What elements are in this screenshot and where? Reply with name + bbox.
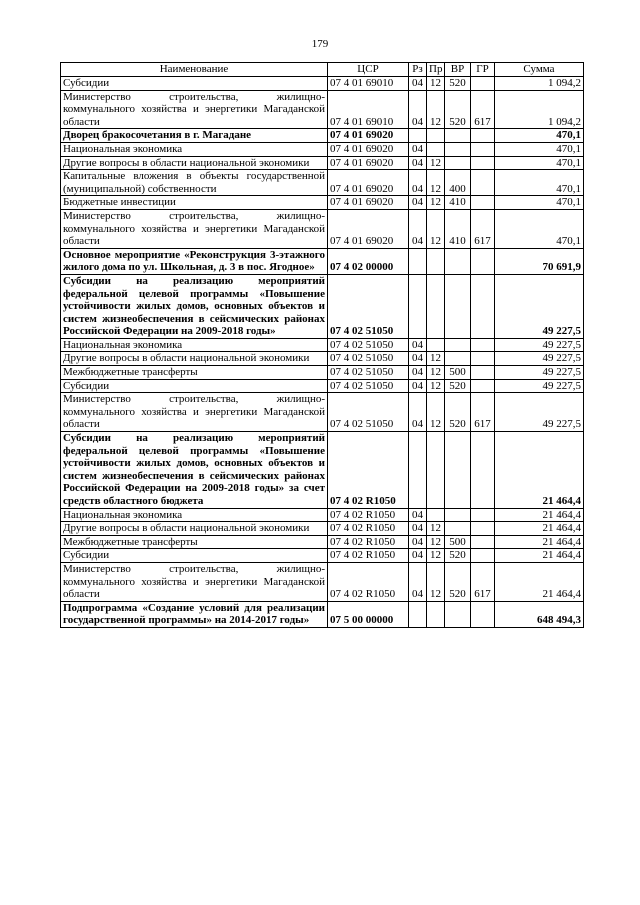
table-row xyxy=(61,90,584,129)
table-row xyxy=(61,248,584,274)
cell-name: Субсидии xyxy=(61,77,328,91)
table-row xyxy=(61,522,584,536)
table-row xyxy=(61,77,584,91)
cell-pr xyxy=(427,432,445,509)
cell-rz: 04 xyxy=(409,142,427,156)
cell-csr: 07 4 02 51050 xyxy=(328,274,409,338)
table-row xyxy=(61,196,584,210)
cell-csr: 07 4 02 R1050 xyxy=(328,549,409,563)
budget-table xyxy=(60,62,584,628)
cell-gr xyxy=(471,508,495,522)
cell-rz: 04 xyxy=(409,338,427,352)
cell-vr: 500 xyxy=(445,366,471,380)
cell-sum: 21 464,4 xyxy=(495,549,584,563)
cell-gr xyxy=(471,196,495,210)
cell-vr: 520 xyxy=(445,90,471,129)
table-row xyxy=(61,562,584,601)
cell-sum: 470,1 xyxy=(495,170,584,196)
cell-name: Капитальные вложения в объекты государственной (муниципальной) собственности xyxy=(61,170,328,196)
cell-csr: 07 4 02 51050 xyxy=(328,338,409,352)
cell-csr: 07 4 02 R1050 xyxy=(328,508,409,522)
cell-csr: 07 5 00 00000 xyxy=(328,601,409,627)
cell-sum: 49 227,5 xyxy=(495,338,584,352)
cell-gr xyxy=(471,549,495,563)
cell-vr xyxy=(445,274,471,338)
cell-gr xyxy=(471,432,495,509)
cell-pr xyxy=(427,274,445,338)
cell-rz: 04 xyxy=(409,535,427,549)
cell-vr xyxy=(445,601,471,627)
cell-pr xyxy=(427,601,445,627)
table-row xyxy=(61,432,584,509)
cell-vr xyxy=(445,248,471,274)
cell-sum: 21 464,4 xyxy=(495,432,584,509)
cell-sum: 21 464,4 xyxy=(495,535,584,549)
cell-pr: 12 xyxy=(427,393,445,432)
cell-rz: 04 xyxy=(409,379,427,393)
header-rz: Рз xyxy=(409,63,427,77)
cell-rz: 04 xyxy=(409,508,427,522)
cell-sum: 470,1 xyxy=(495,156,584,170)
cell-pr xyxy=(427,142,445,156)
cell-rz xyxy=(409,129,427,143)
cell-name: Другие вопросы в области национальной экономики xyxy=(61,352,328,366)
cell-rz: 04 xyxy=(409,549,427,563)
cell-sum: 70 691,9 xyxy=(495,248,584,274)
table-row xyxy=(61,209,584,248)
cell-pr: 12 xyxy=(427,562,445,601)
table-row xyxy=(61,274,584,338)
cell-vr xyxy=(445,352,471,366)
cell-pr: 12 xyxy=(427,366,445,380)
table-row xyxy=(61,366,584,380)
cell-name: Субсидии xyxy=(61,379,328,393)
cell-pr: 12 xyxy=(427,549,445,563)
cell-gr xyxy=(471,248,495,274)
cell-pr: 12 xyxy=(427,209,445,248)
table-row xyxy=(61,338,584,352)
cell-vr: 520 xyxy=(445,562,471,601)
header-sum: Сумма xyxy=(495,63,584,77)
table-row xyxy=(61,170,584,196)
cell-pr: 12 xyxy=(427,535,445,549)
cell-sum: 49 227,5 xyxy=(495,393,584,432)
cell-rz xyxy=(409,248,427,274)
cell-name: Межбюджетные трансферты xyxy=(61,366,328,380)
cell-sum: 1 094,2 xyxy=(495,77,584,91)
cell-csr: 07 4 02 00000 xyxy=(328,248,409,274)
cell-sum: 49 227,5 xyxy=(495,366,584,380)
cell-pr: 12 xyxy=(427,156,445,170)
cell-vr xyxy=(445,508,471,522)
cell-vr: 400 xyxy=(445,170,471,196)
cell-gr xyxy=(471,274,495,338)
cell-vr: 500 xyxy=(445,535,471,549)
page-number: 179 xyxy=(311,38,329,50)
header-gr: ГР xyxy=(471,63,495,77)
cell-gr: 617 xyxy=(471,209,495,248)
cell-name: Министерство строительства, жилищно-коммунального хозяйства и энергетики Магаданской области xyxy=(61,393,328,432)
cell-csr: 07 4 01 69010 xyxy=(328,90,409,129)
header-vr: ВР xyxy=(445,63,471,77)
cell-gr xyxy=(471,129,495,143)
cell-rz xyxy=(409,601,427,627)
cell-gr xyxy=(471,77,495,91)
header-name: Наименование xyxy=(61,63,328,77)
table-row xyxy=(61,508,584,522)
cell-gr xyxy=(471,352,495,366)
cell-pr xyxy=(427,338,445,352)
table-row xyxy=(61,129,584,143)
cell-vr: 520 xyxy=(445,379,471,393)
table-row xyxy=(61,549,584,563)
cell-csr: 07 4 01 69020 xyxy=(328,156,409,170)
cell-name: Другие вопросы в области национальной экономики xyxy=(61,156,328,170)
cell-rz: 04 xyxy=(409,77,427,91)
cell-sum: 1 094,2 xyxy=(495,90,584,129)
cell-sum: 21 464,4 xyxy=(495,522,584,536)
cell-csr: 07 4 01 69010 xyxy=(328,77,409,91)
cell-rz: 04 xyxy=(409,352,427,366)
table-row xyxy=(61,352,584,366)
table-row xyxy=(61,393,584,432)
cell-sum: 21 464,4 xyxy=(495,562,584,601)
table-row xyxy=(61,601,584,627)
cell-name: Субсидии xyxy=(61,549,328,563)
cell-csr: 07 4 02 51050 xyxy=(328,366,409,380)
cell-csr: 07 4 02 R1050 xyxy=(328,522,409,536)
cell-vr xyxy=(445,338,471,352)
cell-name: Национальная экономика xyxy=(61,142,328,156)
cell-name: Подпрограмма «Создание условий для реализации государственной программы» на 2014-2017 годы» xyxy=(61,601,328,627)
table-row xyxy=(61,156,584,170)
cell-csr: 07 4 01 69020 xyxy=(328,196,409,210)
cell-csr: 07 4 02 R1050 xyxy=(328,562,409,601)
cell-rz: 04 xyxy=(409,522,427,536)
cell-gr xyxy=(471,156,495,170)
cell-rz xyxy=(409,432,427,509)
table-row xyxy=(61,142,584,156)
cell-name: Национальная экономика xyxy=(61,338,328,352)
cell-rz: 04 xyxy=(409,209,427,248)
cell-vr: 520 xyxy=(445,393,471,432)
cell-gr xyxy=(471,601,495,627)
cell-vr xyxy=(445,129,471,143)
cell-pr: 12 xyxy=(427,379,445,393)
cell-pr: 12 xyxy=(427,352,445,366)
cell-gr xyxy=(471,522,495,536)
table-row xyxy=(61,379,584,393)
cell-gr: 617 xyxy=(471,393,495,432)
cell-rz xyxy=(409,274,427,338)
cell-gr xyxy=(471,170,495,196)
cell-pr xyxy=(427,508,445,522)
cell-pr xyxy=(427,248,445,274)
cell-vr: 520 xyxy=(445,549,471,563)
cell-rz: 04 xyxy=(409,196,427,210)
cell-name: Основное мероприятие «Реконструкция 3-этажного жилого дома по ул. Школьная, д. 3 в пос. Ягодное» xyxy=(61,248,328,274)
cell-sum: 21 464,4 xyxy=(495,508,584,522)
cell-gr xyxy=(471,535,495,549)
table-row xyxy=(61,535,584,549)
cell-csr: 07 4 01 69020 xyxy=(328,142,409,156)
header-csr: ЦСР xyxy=(328,63,409,77)
cell-rz: 04 xyxy=(409,156,427,170)
cell-vr xyxy=(445,156,471,170)
cell-name: Министерство строительства, жилищно-коммунального хозяйства и энергетики Магаданской области xyxy=(61,562,328,601)
cell-sum: 49 227,5 xyxy=(495,274,584,338)
cell-pr: 12 xyxy=(427,77,445,91)
cell-csr: 07 4 02 51050 xyxy=(328,379,409,393)
cell-csr: 07 4 01 69020 xyxy=(328,129,409,143)
cell-vr: 520 xyxy=(445,77,471,91)
cell-csr: 07 4 01 69020 xyxy=(328,209,409,248)
cell-sum: 49 227,5 xyxy=(495,379,584,393)
cell-name: Дворец бракосочетания в г. Магадане xyxy=(61,129,328,143)
cell-name: Министерство строительства, жилищно-коммунального хозяйства и энергетики Магаданской области xyxy=(61,90,328,129)
cell-gr xyxy=(471,338,495,352)
cell-name: Другие вопросы в области национальной экономики xyxy=(61,522,328,536)
cell-vr xyxy=(445,432,471,509)
cell-name: Бюджетные инвестиции xyxy=(61,196,328,210)
cell-gr: 617 xyxy=(471,562,495,601)
cell-vr: 410 xyxy=(445,209,471,248)
cell-name: Министерство строительства, жилищно-коммунального хозяйства и энергетики Магаданской области xyxy=(61,209,328,248)
cell-rz: 04 xyxy=(409,170,427,196)
cell-rz: 04 xyxy=(409,90,427,129)
cell-vr: 410 xyxy=(445,196,471,210)
cell-pr: 12 xyxy=(427,170,445,196)
cell-pr xyxy=(427,129,445,143)
cell-pr: 12 xyxy=(427,90,445,129)
cell-rz: 04 xyxy=(409,562,427,601)
cell-sum: 470,1 xyxy=(495,142,584,156)
header-pr: Пр xyxy=(427,63,445,77)
cell-csr: 07 4 01 69020 xyxy=(328,170,409,196)
cell-csr: 07 4 02 51050 xyxy=(328,393,409,432)
cell-sum: 470,1 xyxy=(495,196,584,210)
cell-rz: 04 xyxy=(409,366,427,380)
cell-sum: 49 227,5 xyxy=(495,352,584,366)
cell-gr xyxy=(471,142,495,156)
cell-csr: 07 4 02 R1050 xyxy=(328,432,409,509)
table-header-row xyxy=(61,63,584,77)
cell-gr: 617 xyxy=(471,90,495,129)
cell-pr: 12 xyxy=(427,522,445,536)
cell-name: Субсидии на реализацию мероприятий федеральной целевой программы «Повышение устойчивости жилых домов, основных объектов и систем жизнеобеспечения в сейсмических районах Российской Федерации на 2009-2018 годы» за счет средств областного бюджета xyxy=(61,432,328,509)
cell-pr: 12 xyxy=(427,196,445,210)
cell-sum: 648 494,3 xyxy=(495,601,584,627)
cell-vr xyxy=(445,142,471,156)
cell-name: Межбюджетные трансферты xyxy=(61,535,328,549)
cell-vr xyxy=(445,522,471,536)
cell-name: Национальная экономика xyxy=(61,508,328,522)
cell-sum: 470,1 xyxy=(495,129,584,143)
cell-csr: 07 4 02 R1050 xyxy=(328,535,409,549)
cell-name: Субсидии на реализацию мероприятий федеральной целевой программы «Повышение устойчивости жилых домов, основных объектов и систем жизнеобеспечения в сейсмических районах Российской Федерации на 2009-2018 годы» xyxy=(61,274,328,338)
cell-sum: 470,1 xyxy=(495,209,584,248)
cell-gr xyxy=(471,366,495,380)
cell-csr: 07 4 02 51050 xyxy=(328,352,409,366)
cell-rz: 04 xyxy=(409,393,427,432)
cell-gr xyxy=(471,379,495,393)
